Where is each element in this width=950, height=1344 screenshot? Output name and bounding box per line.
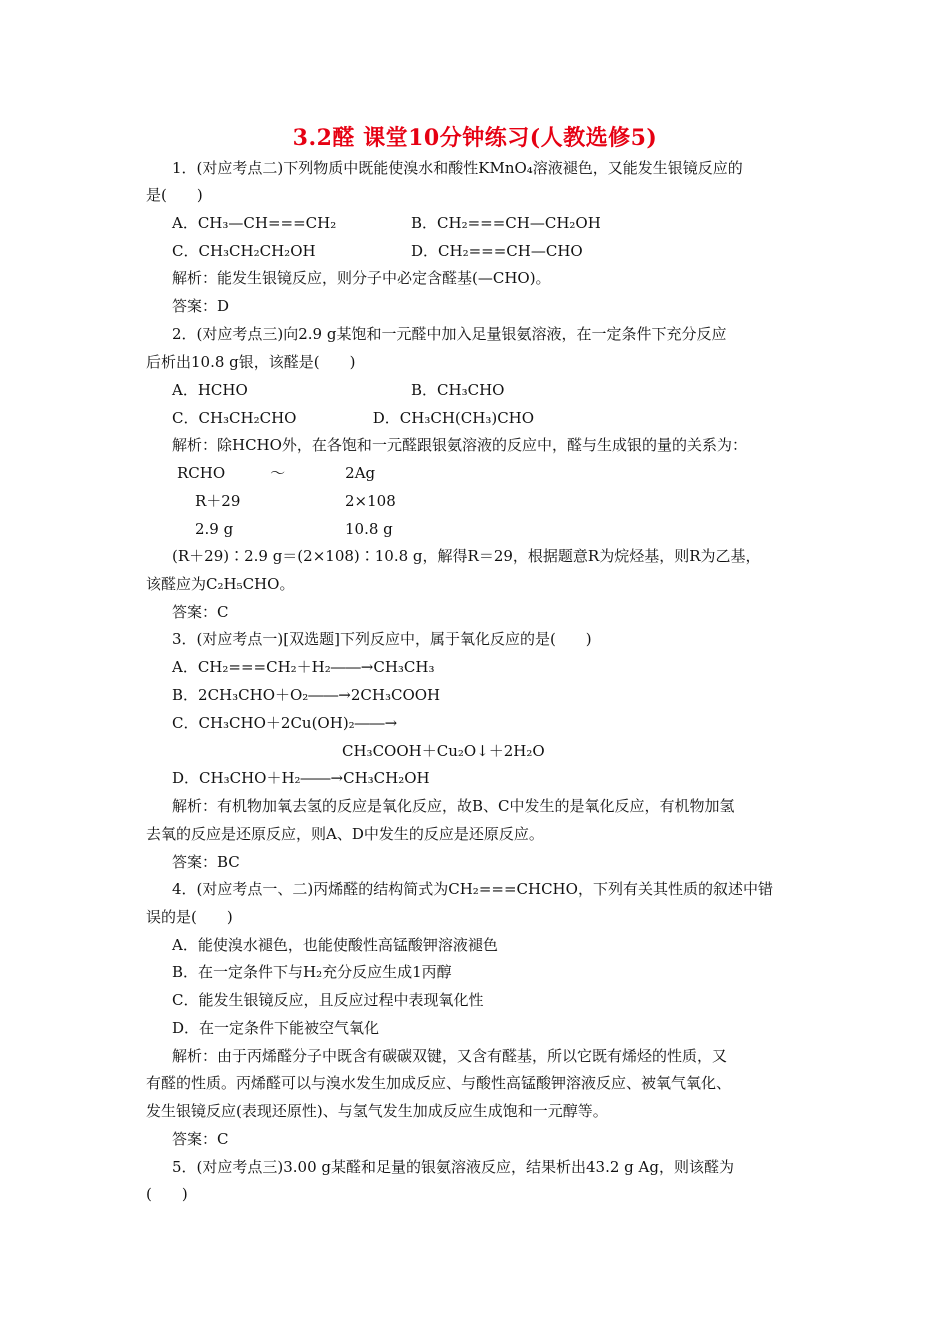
- text-line: D．CH₃CHO＋H₂――→CH₃CH₂OH: [172, 769, 430, 787]
- text-line: 4．(对应考点一、二)丙烯醛的结构简式为CH₂===CHCHO，下列有关其性质的叙述中错: [172, 880, 773, 898]
- text-line: 解析：由于丙烯醛分子中既含有碳碳双键，又含有醛基，所以它既有烯烃的性质，又: [172, 1047, 728, 1065]
- text-line: 发生银镜反应(表现还原性)、与氢气发生加成反应生成饱和一元醇等。: [146, 1102, 608, 1120]
- text-line: 解析：除HCHO外，在各饱和一元醛跟银氨溶液的反应中，醛与生成银的量的关系为：: [172, 436, 747, 454]
- text-line: C．能发生银镜反应，且反应过程中表现氧化性: [172, 991, 484, 1009]
- text-line: A．CH₂===CH₂＋H₂――→CH₃CH₃: [172, 658, 435, 676]
- text-line: 答案：C: [172, 603, 229, 621]
- text-line: 2×108: [345, 492, 396, 510]
- text-line: 解析：能发生银镜反应，则分子中必定含醛基(—CHO)。: [172, 269, 551, 287]
- text-line: C．CH₃CH₂CHO D．CH₃CH(CH₃)CHO: [172, 409, 535, 427]
- text-line: RCHO ～ 2Ag: [177, 464, 376, 482]
- text-line: 2．(对应考点三)向2.9 g某饱和一元醛中加入足量银氨溶液，在一定条件下充分反应: [172, 325, 727, 343]
- text-line: ( ): [146, 1185, 188, 1203]
- text-line: 后析出10.8 g银，该醛是( ): [146, 353, 356, 371]
- text-line: A．能使溴水褪色，也能使酸性高锰酸钾溶液褪色: [172, 936, 498, 954]
- text-line: B．CH₃CHO: [411, 381, 505, 399]
- text-line: 该醛应为C₂H₅CHO。: [146, 575, 295, 593]
- page-title: 3.2醛 课堂10分钟练习(人教选修5): [292, 125, 658, 151]
- text-line: 去氧的反应是还原反应，则A、D中发生的反应是还原反应。: [146, 825, 544, 843]
- text-line: 答案：BC: [172, 853, 240, 871]
- text-line: C．CH₃CH₂CH₂OH: [172, 242, 316, 260]
- text-line: D．CH₂===CH—CHO: [411, 242, 583, 260]
- text-line: A．HCHO: [172, 381, 248, 399]
- text-line: 10.8 g: [345, 520, 393, 538]
- text-line: A．CH₃—CH===CH₂: [172, 214, 337, 232]
- text-line: B．2CH₃CHO＋O₂――→2CH₃COOH: [172, 686, 441, 704]
- text-line: 答案：D: [172, 297, 230, 315]
- text-line: 误的是( ): [146, 908, 233, 926]
- text-line: 答案：C: [172, 1130, 229, 1148]
- text-line: C．CH₃CHO＋2Cu(OH)₂――→: [172, 714, 398, 732]
- text-line: 3．(对应考点一)[双选题]下列反应中，属于氧化反应的是( ): [172, 630, 592, 648]
- text-line: B．在一定条件下与H₂充分反应生成1丙醇: [172, 963, 452, 981]
- text-line: 是( ): [146, 186, 203, 204]
- text-line: CH₃COOH＋Cu₂O↓＋2H₂O: [342, 742, 545, 760]
- text-line: D．在一定条件下能被空气氧化: [172, 1019, 380, 1037]
- text-line: R＋29: [195, 492, 241, 510]
- text-line: 1．(对应考点二)下列物质中既能使溴水和酸性KMnO₄溶液褪色，又能发生银镜反应的: [172, 159, 743, 177]
- text-line: 5．(对应考点三)3.00 g某醛和足量的银氨溶液反应，结果析出43.2 g Ag，则该醛为: [172, 1158, 734, 1176]
- text-line: (R＋29)∶2.9 g＝(2×108)∶10.8 g，解得R＝29，根据题意R为烷烃基，则R为乙基，: [172, 547, 761, 565]
- text-line: B．CH₂===CH—CH₂OH: [411, 214, 601, 232]
- text-line: 2.9 g: [195, 520, 234, 538]
- text-line: 有醛的性质。丙烯醛可以与溴水发生加成反应、与酸性高锰酸钾溶液反应、被氧气氧化、: [146, 1074, 732, 1092]
- text-line: 解析：有机物加氧去氢的反应是氧化反应，故B、C中发生的是氧化反应，有机物加氢: [172, 797, 735, 815]
